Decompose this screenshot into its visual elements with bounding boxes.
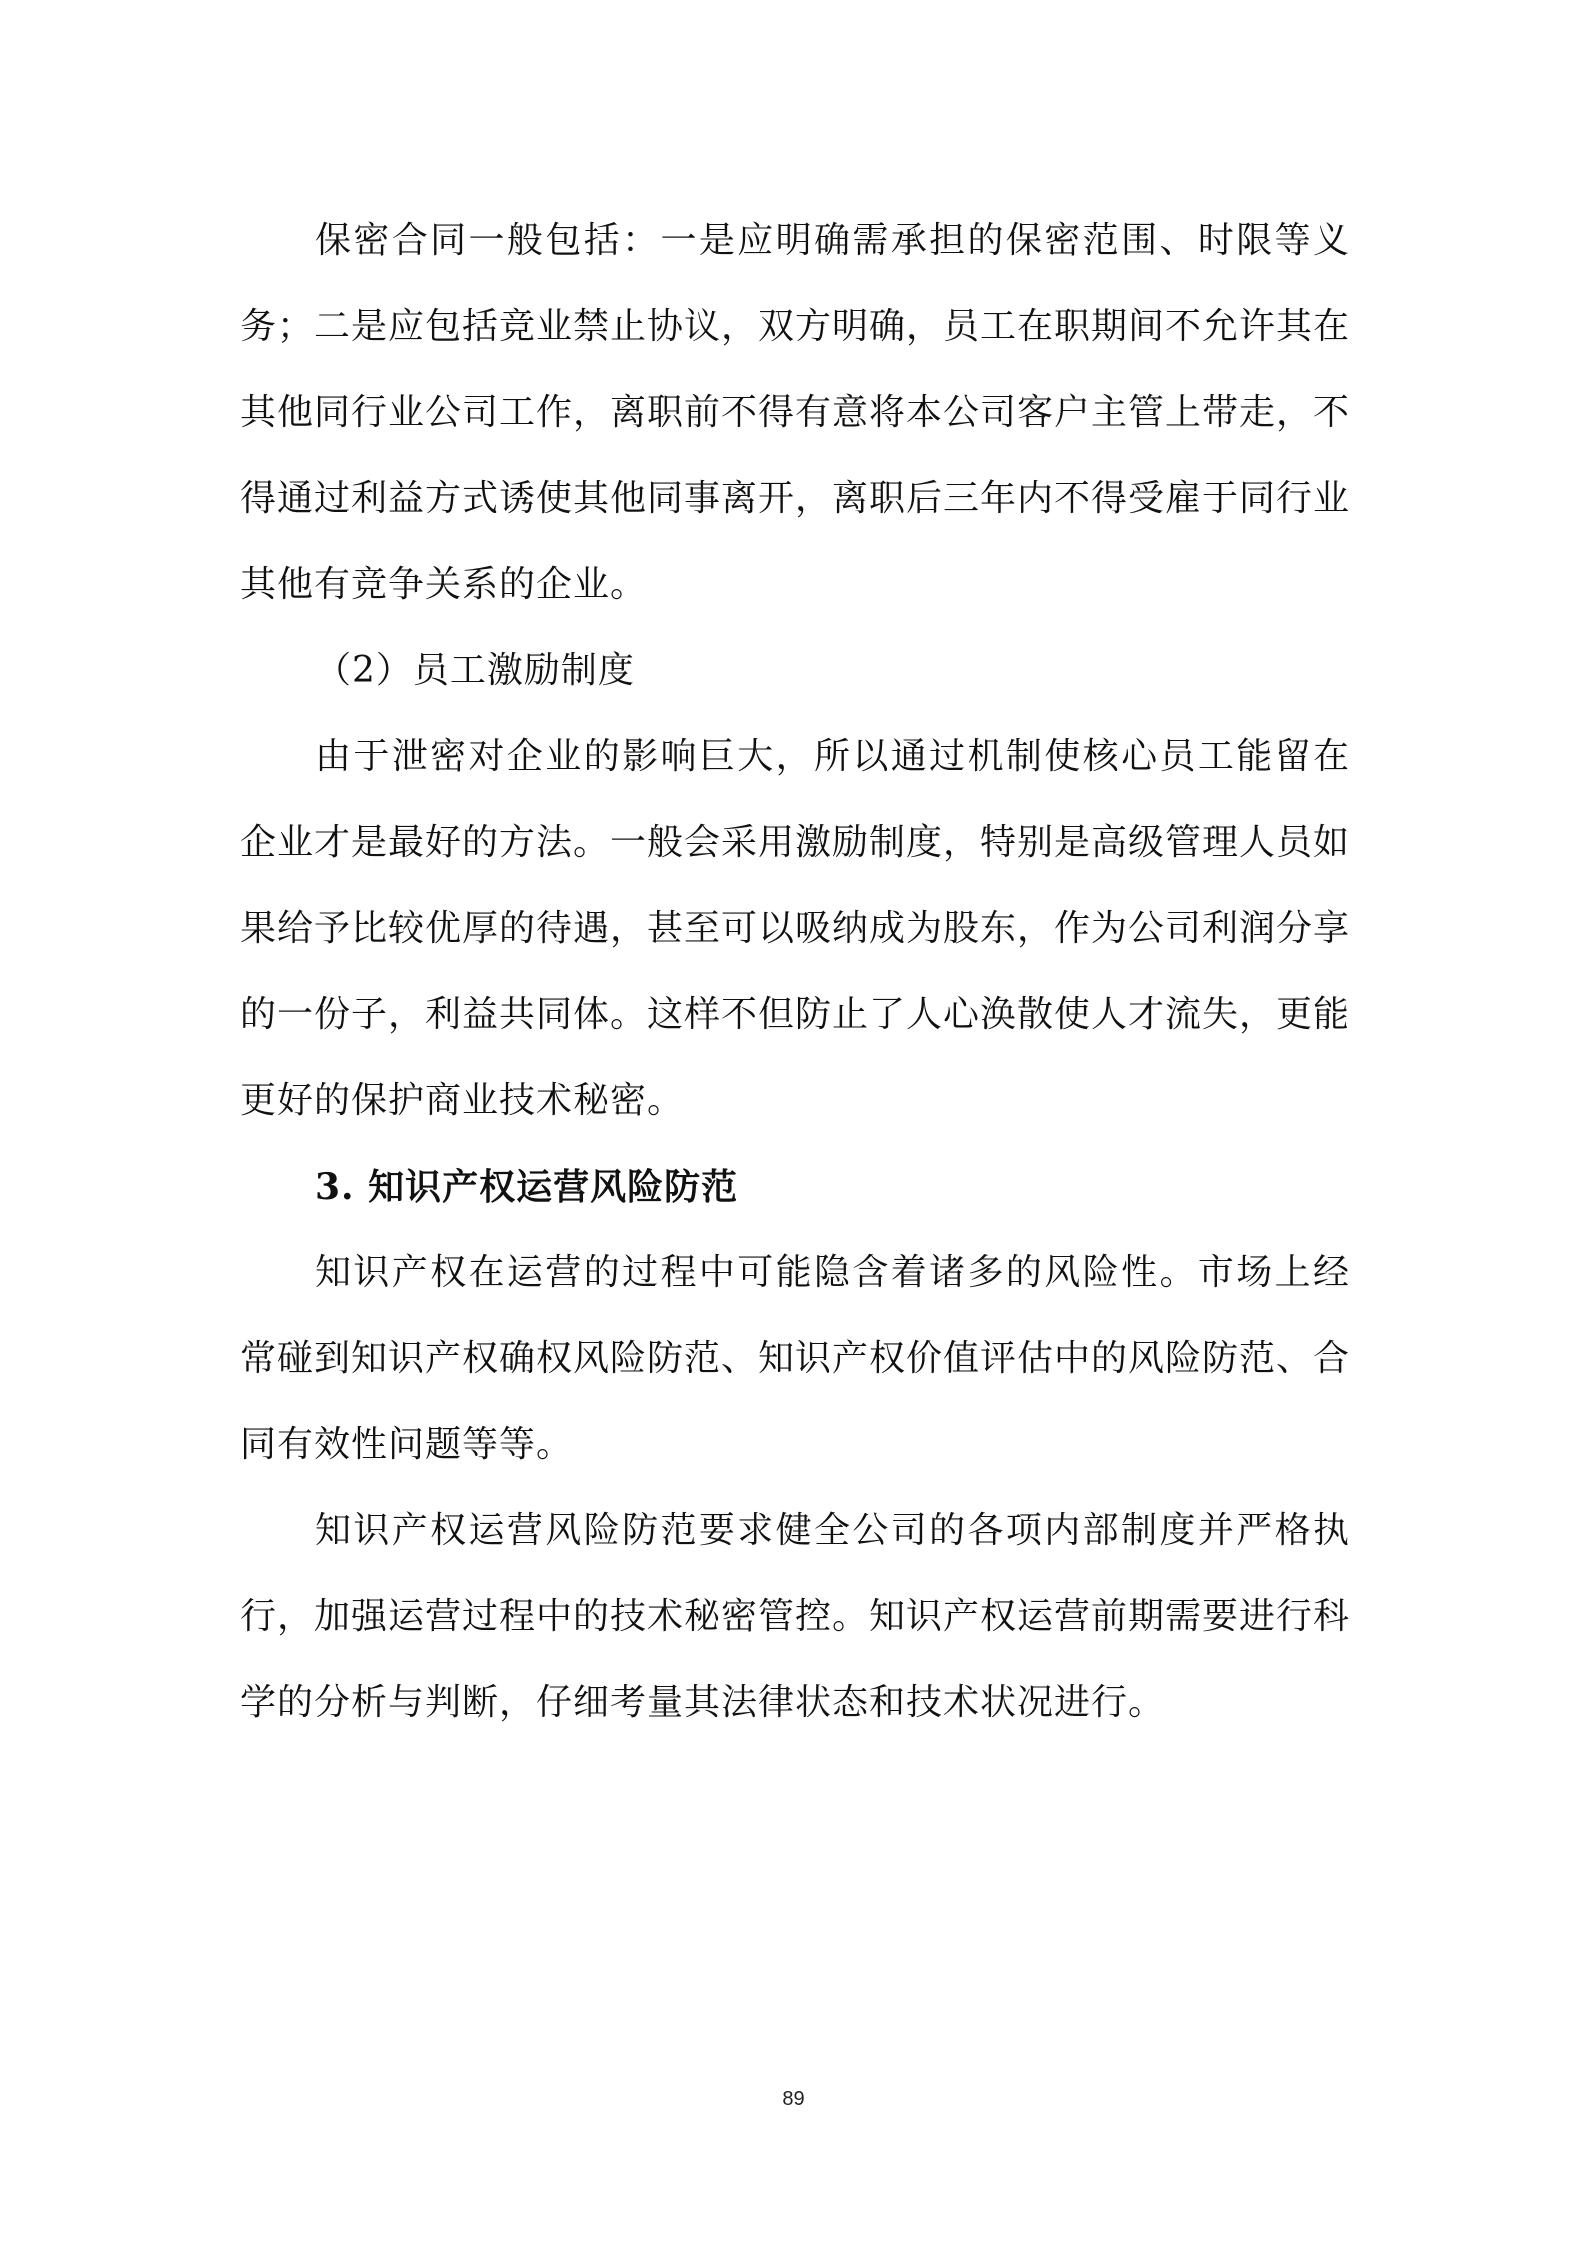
paragraph-ip-risk-prevention: 知识产权运营风险防范要求健全公司的各项内部制度并严格执行，加强运营过程中的技术秘密管控。知识产权运营前期需要进行科学的分析与判断，仔细考量其法律状态和技术状况进行。 xyxy=(240,1510,1351,1723)
paragraph-confidentiality-contract: 保密合同一般包括：一是应明确需承担的保密范围、时限等义务；二是应包括竞业禁止协议，双方明确，员工在职期间不允许其在其他同行业公司工作，离职前不得有意将本公司客户主管上带走，不得通过利益方式诱使其他同事离开，离职后三年内不得受雇于同行业其他有竞争关系的企业。 xyxy=(240,220,1351,605)
paragraph-employee-incentive: 由于泄密对企业的影响巨大，所以通过机制使核心员工能留在企业才是最好的方法。一般会采用激励制度，特别是高级管理人员如果给予比较优厚的待遇，甚至可以吸纳成为股东，作为公司利润分享的一份子，利益共同体。这样不但防止了人心涣散使人才流失，更能更好的保护商业技术秘密。 xyxy=(240,736,1351,1121)
section-heading-ip-risk: 3. 知识产权运营风险防范 xyxy=(315,1166,739,1208)
page-number: 89 xyxy=(782,2088,805,2110)
subheading-employee-incentive: （2）员工激励制度 xyxy=(315,650,635,691)
page-content xyxy=(240,198,1350,1746)
paragraph-ip-risk-overview: 知识产权在运营的过程中可能隐含着诸多的风险性。市场上经常碰到知识产权确权风险防范、知识产权价值评估中的风险防范、合同有效性问题等等。 xyxy=(240,1252,1351,1465)
